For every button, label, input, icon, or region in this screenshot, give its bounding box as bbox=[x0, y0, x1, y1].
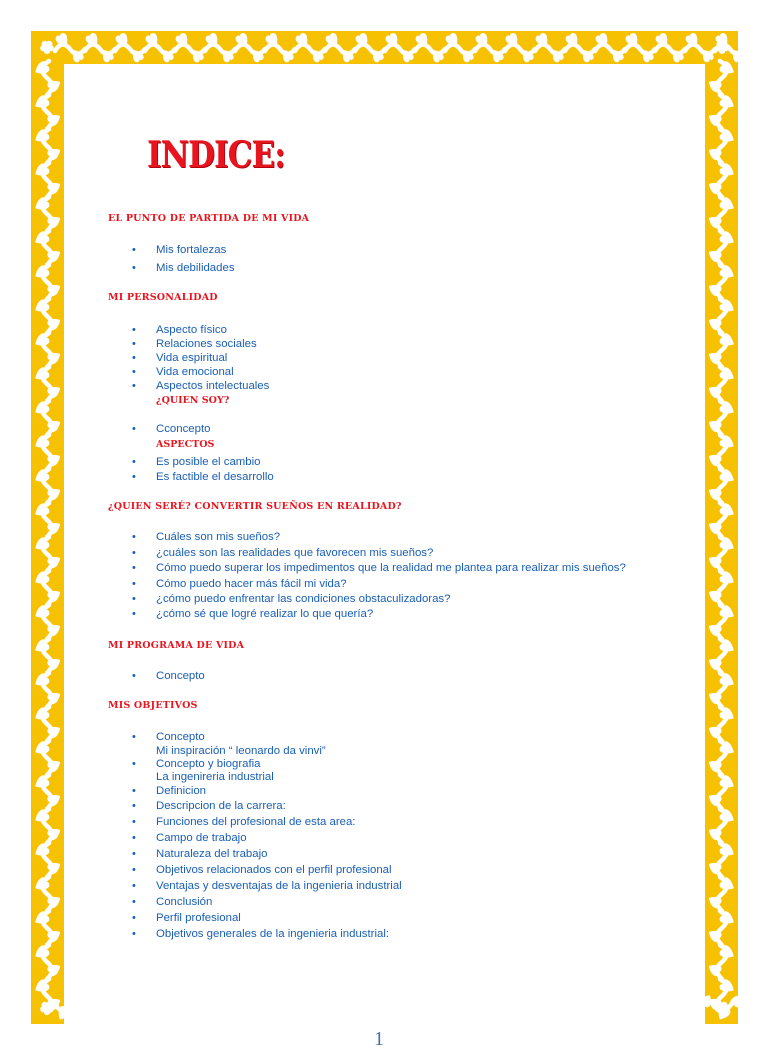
sub-heading: ASPECTOS bbox=[156, 439, 215, 450]
bullet-icon: • bbox=[132, 896, 136, 908]
list-item: • Naturaleza del trabajo bbox=[132, 848, 268, 860]
bullet-icon: • bbox=[132, 578, 136, 590]
bullet-icon: • bbox=[132, 562, 136, 574]
bullet-icon: • bbox=[132, 244, 136, 256]
list-item: • Aspecto físico bbox=[132, 324, 227, 336]
list-item: • Es posible el cambio bbox=[132, 456, 261, 468]
bullet-icon: • bbox=[132, 800, 136, 812]
list-item: • Ventajas y desventajas de la ingenieria industrial bbox=[132, 880, 402, 892]
list-item: • Mis debilidades bbox=[132, 262, 235, 274]
bullet-icon: • bbox=[132, 816, 136, 828]
list-item: • Relaciones sociales bbox=[132, 338, 257, 350]
list-item: • Aspectos intelectuales bbox=[132, 380, 270, 392]
list-item: • Descripcion de la carrera: bbox=[132, 800, 286, 812]
bullet-icon: • bbox=[132, 531, 136, 543]
page-title: INDICE: bbox=[147, 134, 285, 176]
bullet-icon: • bbox=[132, 928, 136, 940]
bullet-icon: • bbox=[132, 352, 136, 364]
list-item-continuation: La ingenireria industrial bbox=[156, 771, 274, 783]
bullet-icon: • bbox=[132, 324, 136, 336]
page-body bbox=[64, 64, 705, 1050]
bullet-icon: • bbox=[132, 912, 136, 924]
list-item: • ¿cómo puedo enfrentar las condiciones obstaculizadoras? bbox=[132, 593, 451, 605]
bullet-icon: • bbox=[132, 848, 136, 860]
page-number: 1 bbox=[374, 1028, 384, 1050]
list-item: • Conclusión bbox=[132, 896, 213, 908]
list-item: • Es factible el desarrollo bbox=[132, 471, 274, 483]
list-item: • Concepto bbox=[132, 731, 205, 743]
list-item: • Campo de trabajo bbox=[132, 832, 247, 844]
list-item: • Vida emocional bbox=[132, 366, 234, 378]
list-item: • Mis fortalezas bbox=[132, 244, 227, 256]
list-item: • Cuáles son mis sueños? bbox=[132, 531, 281, 543]
bullet-icon: • bbox=[132, 456, 136, 468]
list-item: • Cconcepto bbox=[132, 423, 211, 435]
list-item: • Vida espiritual bbox=[132, 352, 228, 364]
bullet-icon: • bbox=[132, 608, 136, 620]
list-item: • Concepto y biografia bbox=[132, 758, 261, 770]
section-heading: EL PUNTO DE PARTIDA DE MI VIDA bbox=[108, 213, 310, 224]
bullet-icon: • bbox=[132, 593, 136, 605]
sub-heading: ¿QUIEN SOY? bbox=[156, 395, 230, 406]
bullet-icon: • bbox=[132, 670, 136, 682]
bullet-icon: • bbox=[132, 423, 136, 435]
list-item: • Perfil profesional bbox=[132, 912, 241, 924]
bullet-icon: • bbox=[132, 471, 136, 483]
list-item: • Definicion bbox=[132, 785, 207, 797]
bullet-icon: • bbox=[132, 731, 136, 743]
bullet-icon: • bbox=[132, 262, 136, 274]
section-heading: ¿QUIEN SERÉ? CONVERTIR SUEÑOS EN REALIDAD? bbox=[108, 501, 402, 512]
bullet-icon: • bbox=[132, 547, 136, 559]
bullet-icon: • bbox=[132, 380, 136, 392]
bullet-icon: • bbox=[132, 338, 136, 350]
list-item: • Concepto bbox=[132, 670, 205, 682]
list-item: • Funciones del profesional de esta area: bbox=[132, 816, 356, 828]
bullet-icon: • bbox=[132, 758, 136, 770]
section-heading: MI PERSONALIDAD bbox=[108, 292, 218, 303]
list-item: • ¿cuáles son las realidades que favorecen mis sueños? bbox=[132, 547, 434, 559]
bullet-icon: • bbox=[132, 880, 136, 892]
section-heading: MI PROGRAMA DE VIDA bbox=[108, 640, 245, 651]
list-item: • ¿cómo sé que logré realizar lo que quería? bbox=[132, 608, 374, 620]
section-heading: MIS OBJETIVOS bbox=[108, 700, 198, 711]
list-item: • Cómo puedo hacer más fácil mi vida? bbox=[132, 578, 347, 590]
list-item: • Objetivos generales de la ingenieria industrial: bbox=[132, 928, 390, 940]
bullet-icon: • bbox=[132, 785, 136, 797]
list-item-continuation: Mi inspiración “ leonardo da vinvi” bbox=[156, 745, 326, 757]
bullet-icon: • bbox=[132, 864, 136, 876]
bullet-icon: • bbox=[132, 366, 136, 378]
index-content bbox=[64, 64, 705, 1050]
list-item: • Cómo puedo superar los impedimentos que la realidad me plantea para realizar mis sueños? bbox=[132, 562, 626, 574]
list-item: • Objetivos relacionados con el perfil profesional bbox=[132, 864, 392, 876]
decorative-border bbox=[31, 31, 738, 1050]
bullet-icon: • bbox=[132, 832, 136, 844]
